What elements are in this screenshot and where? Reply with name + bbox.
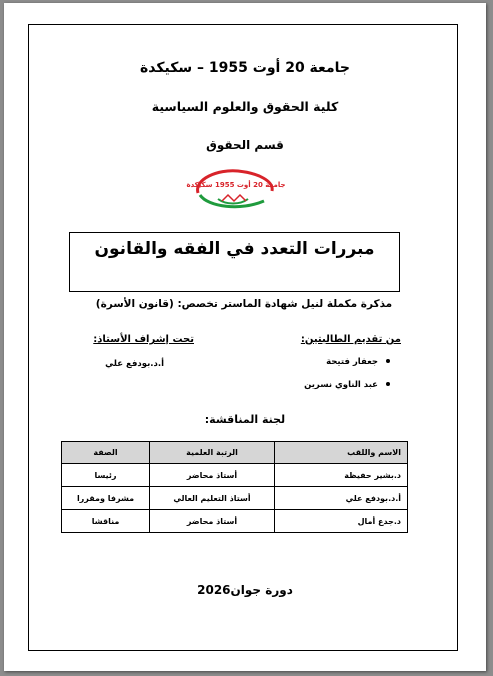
member-rank: أستاذ التعليم العالي <box>150 487 275 510</box>
logo-text: جامعة 20 أوت 1955 سكيكدة <box>186 181 286 189</box>
column-header-rank: الرتبة العلمية <box>150 442 275 464</box>
member-name: د.جدع أمال <box>275 510 408 533</box>
table-row <box>62 487 408 510</box>
member-name: د.بشير حفيظة <box>275 464 408 487</box>
faculty-name: كلية الحقوق والعلوم السياسية <box>151 99 339 114</box>
supervisor-name: أ.د.بودفع علي <box>105 359 164 369</box>
member-rank: أستاذ محاضر <box>150 510 275 533</box>
university-logo <box>186 165 286 215</box>
column-header-name: الاسم واللقب <box>275 442 408 464</box>
committee-title: لجنة المناقشة: <box>204 413 286 426</box>
department-name: قسم الحقوق <box>206 138 284 152</box>
list-item <box>304 355 378 378</box>
session-date: دورة جوان2026 <box>197 583 293 597</box>
supervisor-label: تحت إشراف الأستاذ: <box>93 334 194 345</box>
student-name: عبد الناوي نسرين <box>304 380 378 390</box>
table-row <box>62 464 408 487</box>
table-header-row <box>62 442 408 464</box>
member-role: مشرفا ومقررا <box>62 487 150 510</box>
list-item <box>304 378 378 401</box>
bullet-icon <box>386 359 390 363</box>
memo-description: مذكرة مكملة لنيل شهادة الماستر تخصص: (قانون الأسرة) <box>95 298 393 310</box>
students-list <box>304 355 390 401</box>
column-header-role: الصفة <box>62 442 150 464</box>
students-label: من تقديم الطالبتين: <box>300 334 401 345</box>
bullet-icon <box>386 382 390 386</box>
member-role: مناقشا <box>62 510 150 533</box>
member-role: رئيسا <box>62 464 150 487</box>
table-row <box>62 510 408 533</box>
university-name: جامعة 20 أوت 1955 – سكيكدة <box>140 60 350 76</box>
committee-table <box>61 441 408 533</box>
student-name: جعفار فتيحة <box>326 357 378 367</box>
document-page <box>4 3 486 671</box>
member-rank: أستاذ محاضر <box>150 464 275 487</box>
title-box <box>69 232 400 292</box>
thesis-title: مبررات التعدد في الفقه والقانون <box>94 239 375 259</box>
member-name: أ.د.بودفع علي <box>275 487 408 510</box>
